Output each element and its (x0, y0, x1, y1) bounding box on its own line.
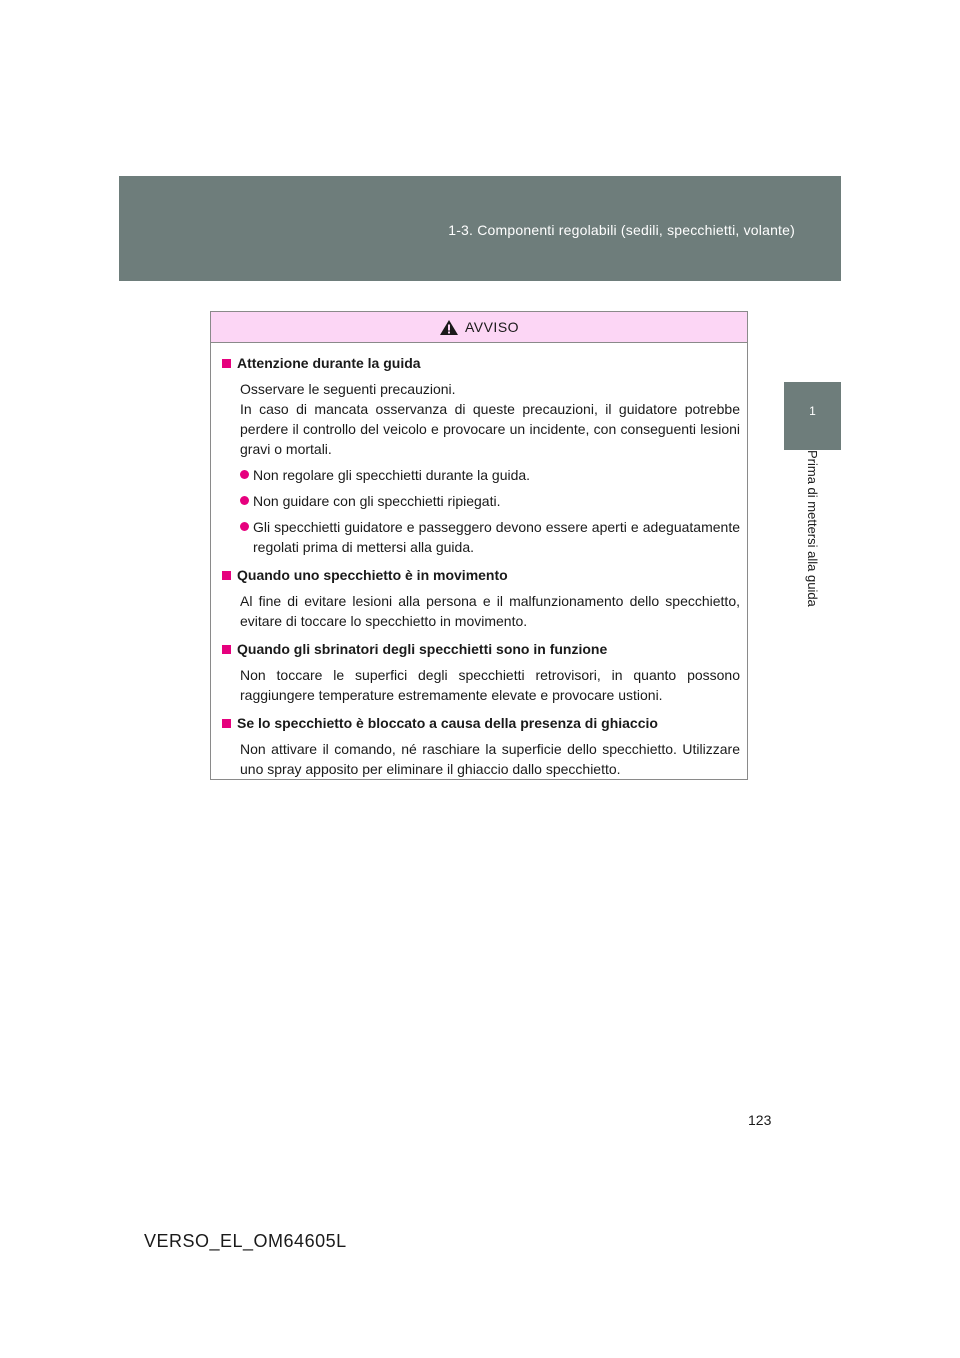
section-paragraph (222, 665, 740, 705)
bullet-list (222, 465, 740, 557)
list-item-text: Non guidare con gli specchietti ripiegati. (253, 493, 501, 509)
section-heading-text: Quando gli sbrinatori degli specchietti sono in funzione (237, 641, 608, 657)
section-heading (222, 713, 740, 733)
round-bullet-icon (240, 470, 249, 479)
list-item (240, 517, 740, 557)
section-heading (222, 353, 740, 373)
header-band (119, 176, 841, 281)
square-bullet-icon (222, 359, 231, 368)
warning-section-ice (222, 713, 740, 779)
section-heading-text: Quando uno specchietto è in movimento (237, 567, 508, 583)
section-heading-text: Attenzione durante la guida (237, 355, 421, 371)
paragraph-line: Osservare le seguenti precauzioni. (240, 381, 456, 397)
round-bullet-icon (240, 522, 249, 531)
paragraph-line: In caso di mancata osservanza di queste precauzioni, il guidatore potrebbe perdere il controllo del veicolo e provocare un incidente, con conseguenti lesioni gravi o mortali. (240, 401, 740, 457)
document-code: VERSO_EL_OM64605L (144, 1231, 347, 1251)
warning-triangle-icon (439, 319, 459, 336)
section-heading-text: Se lo specchietto è bloccato a causa della presenza di ghiaccio (237, 715, 658, 731)
list-item (240, 465, 740, 485)
section-heading (222, 565, 740, 585)
warning-title: AVVISO (464, 319, 520, 335)
section-heading (222, 639, 740, 659)
chapter-label-text: Prima di mettersi alla guida (804, 450, 820, 607)
warning-box (210, 311, 748, 780)
warning-section-driving (222, 353, 740, 557)
chapter-number: 1 (809, 404, 816, 418)
paragraph-line: Al fine di evitare lesioni alla persona e il malfunzionamento dello specchietto, evitare di toccare lo specchietto in movimento. (240, 593, 740, 629)
section-paragraph (222, 379, 740, 459)
paragraph-line: Non attivare il comando, né raschiare la superficie dello specchietto. Utilizzare uno spray apposito per eliminare il ghiaccio dallo specchietto. (240, 741, 740, 777)
chapter-tab (784, 382, 841, 450)
paragraph-line: Non toccare le superfici degli specchietti retrovisori, in quanto possono raggiungere temperature estremamente elevate e provocare ustioni. (240, 667, 740, 703)
square-bullet-icon (222, 719, 231, 728)
list-item-text: Non regolare gli specchietti durante la guida. (253, 467, 531, 483)
square-bullet-icon (222, 645, 231, 654)
warning-body (211, 343, 747, 779)
page-number: 123 (748, 1112, 772, 1128)
section-paragraph (222, 739, 740, 779)
chapter-label (784, 450, 841, 640)
section-title: 1-3. Componenti regolabili (sedili, specchietti, volante) (448, 222, 795, 238)
warning-section-defrosters (222, 639, 740, 705)
warning-header (211, 312, 747, 343)
square-bullet-icon (222, 571, 231, 580)
list-item (240, 491, 740, 511)
section-paragraph (222, 591, 740, 631)
round-bullet-icon (240, 496, 249, 505)
list-item-text: Gli specchietti guidatore e passeggero devono essere aperti e adeguatamente regolati prima di mettersi alla guida. (253, 519, 740, 555)
warning-section-mirror-moving (222, 565, 740, 631)
